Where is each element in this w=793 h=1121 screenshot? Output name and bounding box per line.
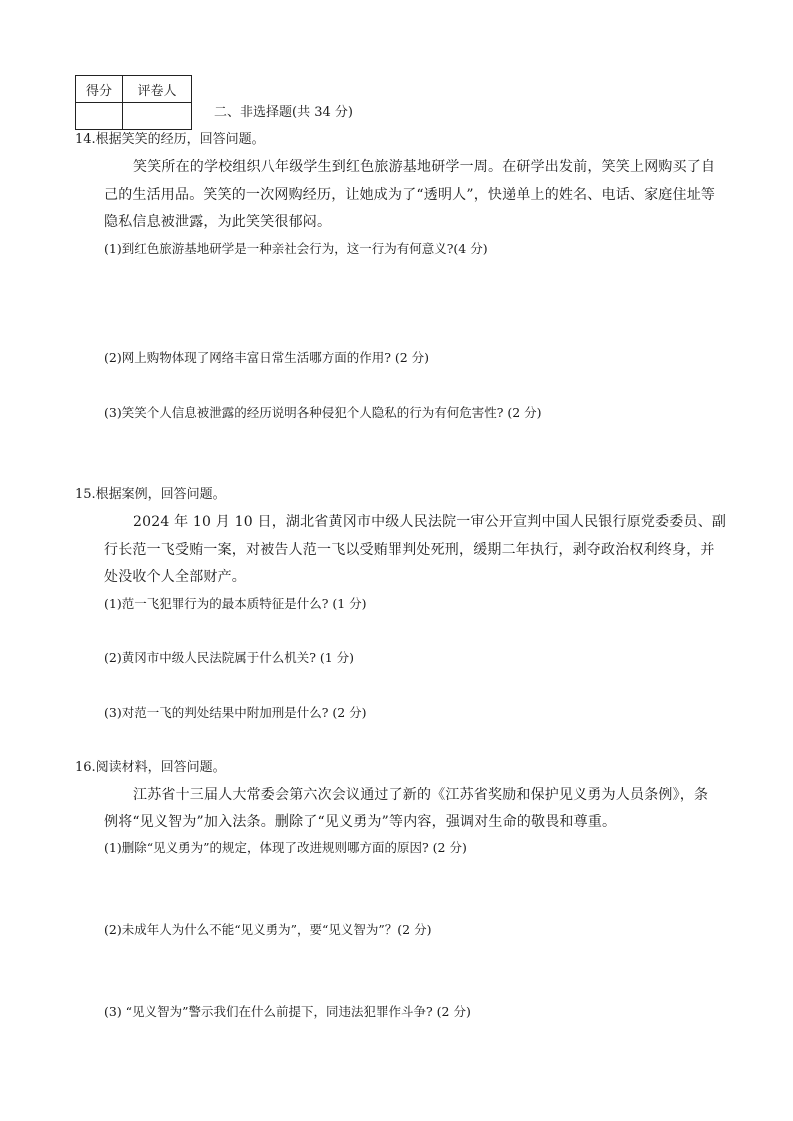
question-14-sub-3: (3)笑笑个人信息被泄露的经历说明各种侵犯个人隐私的行为有何危害性? (2 分) [104,405,542,420]
section-title: 二、非选择题(共 34 分) [214,105,353,120]
question-14-sub-2: (2)网上购物体现了网络丰富日常生活哪方面的作用? (2 分) [104,350,430,365]
question-15-sub-3: (3)对范一飞的判处结果中附加刑是什么? (2 分) [104,705,367,720]
question-14-material-line: 隐私信息被泄露，为此笑笑很郁闷。 [104,214,332,230]
question-16-sub-2: (2)未成年人为什么不能“见义勇为”，要“见义智为”？(2 分) [104,922,432,937]
question-15-title: 15.根据案例，回答问题。 [75,487,226,502]
question-16-material-line: 例将“见义智为”加入法条。删除了“见义勇为”等内容，强调对生命的敬畏和尊重。 [104,814,617,830]
question-15-material-line: 处没收个人全部财产。 [104,569,246,585]
grader-cell[interactable] [123,103,192,130]
question-14-material-line: 笑笑所在的学校组织八年级学生到红色旅游基地研学一周。在研学出发前，笑笑上网购买了自 [133,159,716,175]
question-15-material-line: 2024 年 10 月 10 日，湖北省黄冈市中级人民法院一审公开宣判中国人民银行原党委委员、副 [133,514,727,530]
score-table-blank-row [76,103,192,130]
score-table-header-row [76,76,192,103]
score-table [75,75,192,130]
question-16-material-line: 江苏省十三届人大常委会第六次会议通过了新的《江苏省奖励和保护见义勇为人员条例》，条 [133,787,709,803]
question-15-sub-1: (1)范一飞犯罪行为的最本质特征是什么? (1 分) [104,596,367,611]
question-16-sub-3: (3) “见义智为”警示我们在什么前提下，同违法犯罪作斗争? (2 分) [104,1004,471,1019]
question-14-sub-1: (1)到红色旅游基地研学是一种亲社会行为，这一行为有何意义?(4 分) [104,241,488,256]
score-cell[interactable] [76,103,123,130]
question-15-sub-2: (2)黄冈市中级人民法院属于什么机关? (1 分) [104,650,355,665]
question-15-material-line: 行长范一飞受贿一案，对被告人范一飞以受贿罪判处死刑，缓期二年执行，剥夺政治权利终身，并 [104,542,715,558]
question-14-material-line: 己的生活用品。笑笑的一次网购经历，让她成为了“透明人”，快递单上的姓名、电话、家庭住址等 [104,187,716,203]
score-header: 得分 [76,76,123,103]
question-14-title: 14.根据笑笑的经历，回答问题。 [75,132,265,147]
question-16-sub-1: (1)删除“见义勇为”的规定，体现了改进规则哪方面的原因? (2 分) [104,840,467,855]
grader-header: 评卷人 [123,76,192,103]
question-16-title: 16.阅读材料，回答问题。 [75,760,226,775]
